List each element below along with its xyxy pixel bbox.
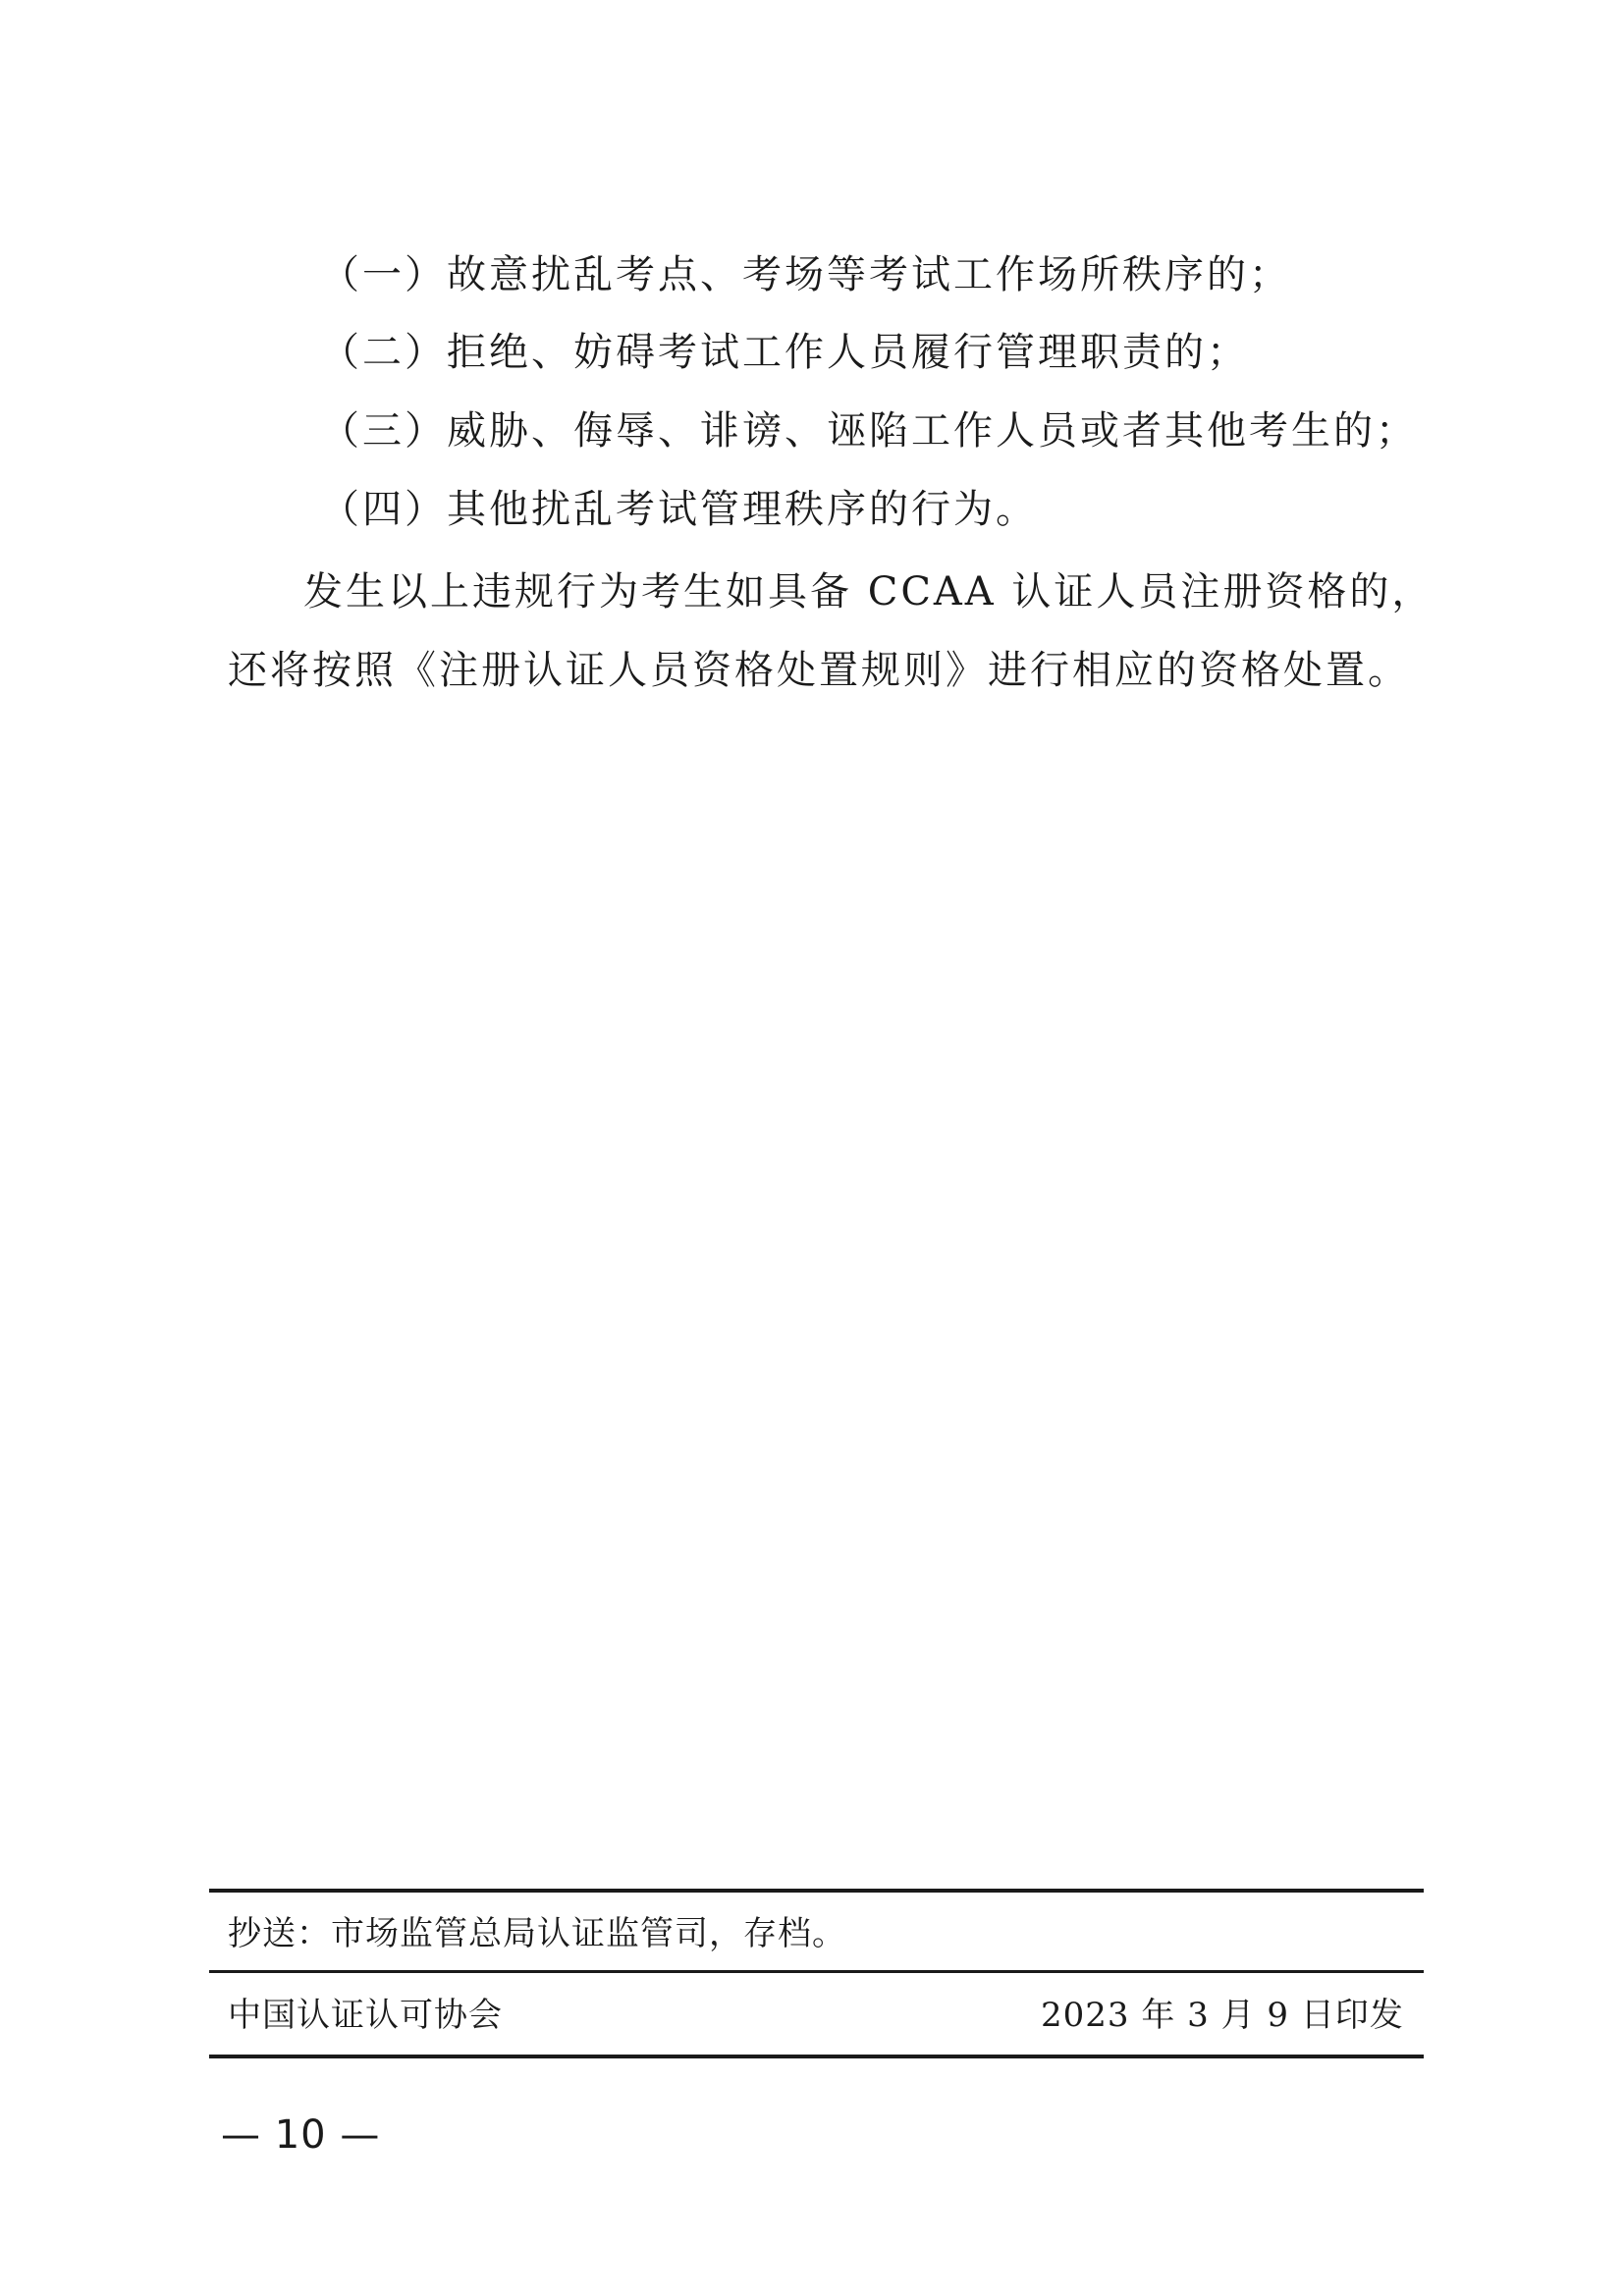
footer-top-rule — [209, 1889, 1424, 1893]
paragraph-line-2: 还将按照《注册认证人员资格处置规则》进行相应的资格处置。 — [228, 648, 1410, 693]
list-item-2: （二）拒绝、妨碍考试工作人员履行管理职责的； — [320, 330, 1249, 375]
list-item-3: （三）威胁、侮辱、诽谤、诬陷工作人员或者其他考生的； — [320, 408, 1418, 454]
issuer-name: 中国认证认可协会 — [228, 1996, 503, 2035]
list-item-4: （四）其他扰乱考试管理秩序的行为。 — [320, 487, 1038, 532]
paragraph-line-1: 发生以上违规行为考生如具备 CCAA 认证人员注册资格的， — [303, 569, 1435, 614]
list-item-1: （一）故意扰乱考点、考场等考试工作场所秩序的； — [320, 252, 1291, 297]
cc-line: 抄送：市场监管总局认证监管司，存档。 — [228, 1914, 846, 1953]
footer-middle-rule — [209, 1970, 1424, 1973]
issue-date: 2023 年 3 月 9 日印发 — [1041, 1996, 1404, 2035]
page-number: — 10 — — [221, 2112, 381, 2158]
footer-bottom-rule — [209, 2055, 1424, 2058]
